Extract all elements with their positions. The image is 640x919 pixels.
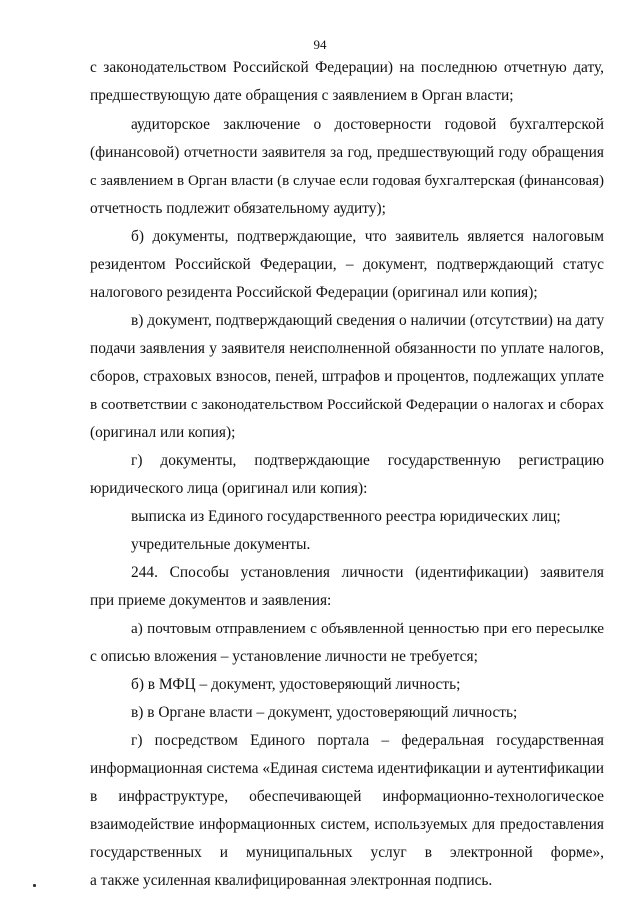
text-line: б) документы, подтверждающие, что заявитель является налоговым — [131, 228, 604, 245]
text-line: (оригинал или копия); — [90, 424, 236, 441]
text-line: сборов, страховых взносов, пеней, штрафов и процентов, подлежащих уплате — [90, 368, 604, 385]
text-line: (финансовой) отчетности заявителя за год, предшествующий году обращения — [90, 144, 604, 161]
text-line: отчетность подлежит обязательному аудиту); — [90, 200, 386, 217]
text-line: учредительные документы. — [131, 536, 311, 553]
text-line: а) почтовым отправлением с объявленной ценностью при его пересылке — [131, 620, 604, 637]
text-line: г) документы, подтверждающие государственную регистрацию — [131, 452, 604, 469]
text-line: подачи заявления у заявителя неисполненной обязанности по уплате налогов, — [90, 340, 604, 357]
text-line: аудиторское заключение о достоверности годовой бухгалтерской — [131, 116, 604, 133]
text-line: налогового резидента Российской Федерации (оригинал или копия); — [90, 284, 538, 301]
text-line: в соответствии с законодательством Российской Федерации о налогах и сборах — [90, 396, 604, 413]
text-line: в) документ, подтверждающий сведения о наличии (отсутствии) на дату — [131, 312, 605, 329]
text-line: в) в Органе власти – документ, удостоверяющий личность; — [131, 704, 518, 721]
text-line: при приеме документов и заявления: — [90, 592, 332, 609]
text-line: г) посредством Единого портала – федеральная государственная — [131, 732, 604, 749]
text-line: 244. Способы установления личности (идентификации) заявителя — [131, 564, 604, 581]
text-line: юридического лица (оригинал или копия): — [90, 480, 368, 497]
text-line: с заявлением в Орган власти (в случае если годовая бухгалтерская (финансовая) — [90, 173, 604, 189]
text-line: с описью вложения – установление личности не требуется; — [90, 648, 478, 665]
text-line: а также усиленная квалифицированная электронная подпись. — [90, 872, 493, 889]
text-line: предшествующую дате обращения с заявлением в Орган власти; — [90, 87, 514, 104]
text-line: информационная система «Единая система идентификации и аутентификации — [90, 760, 604, 777]
text-line: с законодательством Российской Федерации) на последнюю отчетную дату, — [90, 59, 604, 76]
text-line: государственных и муниципальных услуг в электронной форме», — [90, 844, 604, 861]
text-line: в инфраструктуре, обеспечивающей информационно-технологическое — [90, 788, 604, 805]
text-line: взаимодействие информационных систем, используемых для предоставления — [90, 816, 604, 833]
text-line: б) в МФЦ – документ, удостоверяющий личность; — [131, 676, 461, 693]
scan-speck — [33, 884, 36, 887]
page-number: 94 — [313, 37, 327, 52]
text-line: выписка из Единого государственного реестра юридических лиц; — [131, 508, 561, 525]
text-line: резидентом Российской Федерации, – документ, подтверждающий статус — [90, 256, 604, 273]
